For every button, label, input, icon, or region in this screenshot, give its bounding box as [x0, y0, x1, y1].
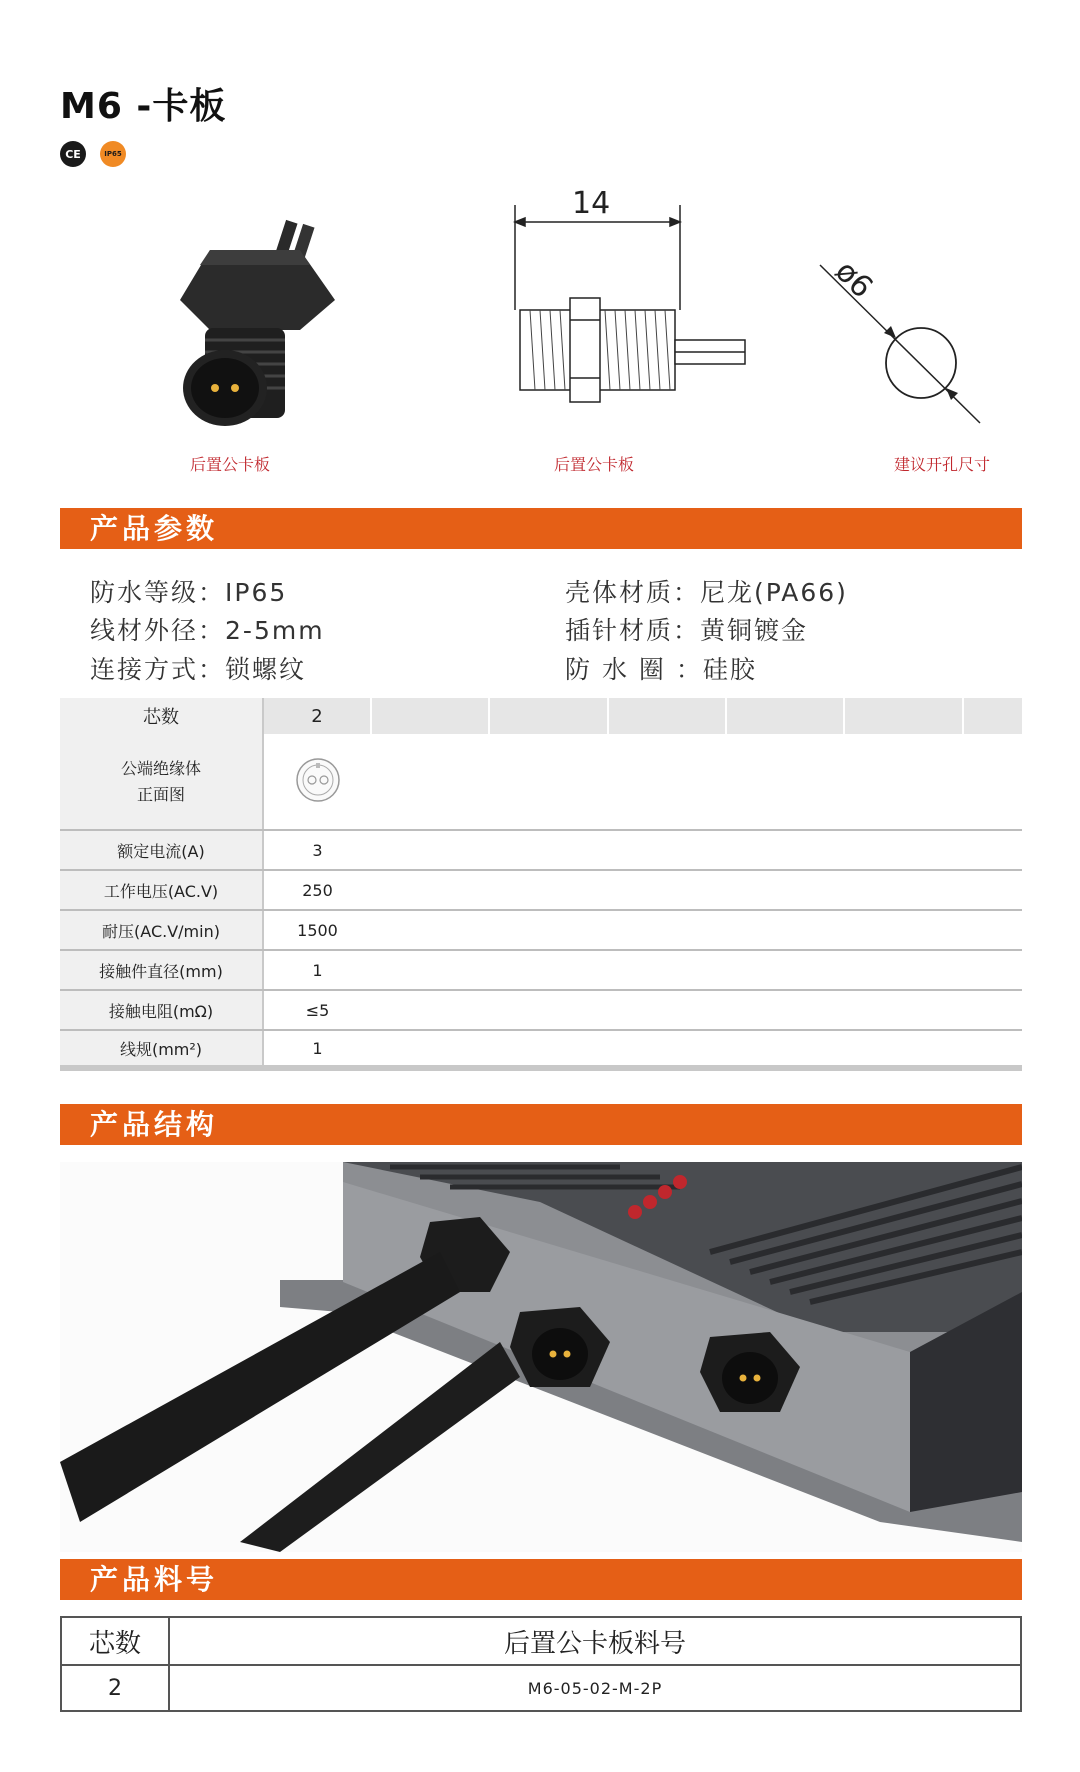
- params-header-value: 2: [263, 698, 371, 734]
- insulator-label: 公端绝缘体 正面图: [60, 734, 263, 830]
- row-value: 1: [263, 1030, 371, 1068]
- part-number-table: [60, 1616, 1022, 1712]
- row-value: 1: [263, 950, 371, 990]
- part-row-number: M6-05-02-M-2P: [169, 1665, 1021, 1711]
- product-structure-image: [60, 1162, 1022, 1552]
- hole-caption: 建议开孔尺寸: [893, 455, 990, 474]
- row-label: 工作电压(AC.V): [60, 870, 263, 910]
- row-label: 耐压(AC.V/min): [60, 910, 263, 950]
- spec-connection: 连接方式：锁螺纹: [90, 655, 307, 684]
- dimension-label: 14: [572, 186, 611, 221]
- spec-waterproof: 防水等级：IP65: [90, 578, 288, 607]
- ce-mark-icon: CE: [60, 141, 86, 167]
- row-value: ≤5: [263, 990, 371, 1030]
- connector-photo: [170, 210, 370, 440]
- row-label: 接触件直径(mm): [60, 950, 263, 990]
- dimension-drawing: [505, 180, 765, 430]
- spec-housing: 壳体材质：尼龙(PA66): [565, 578, 848, 607]
- part-col-number-header: 后置公卡板料号: [169, 1617, 1021, 1665]
- page-title: M6 -卡板: [60, 86, 227, 127]
- section-header-structure: 产品结构: [60, 1104, 1022, 1145]
- spec-cable-od: 线材外径：2-5mm: [90, 616, 325, 645]
- part-col-cores-header: 芯数: [61, 1617, 169, 1665]
- row-label: 额定电流(A): [60, 830, 263, 870]
- row-value: 1500: [263, 910, 371, 950]
- spec-seal: 防 水 圈 ：硅胶: [565, 655, 757, 684]
- spec-pin-material: 插针材质：黄铜镀金: [565, 616, 809, 645]
- section-header-part-number: 产品料号: [60, 1559, 1022, 1600]
- insulator-front-view: [263, 734, 371, 830]
- drawing-caption: 后置公卡板: [553, 455, 634, 474]
- hole-dimension-label: ø6: [828, 253, 880, 306]
- row-value: 3: [263, 830, 371, 870]
- row-label: 线规(mm²): [60, 1030, 263, 1068]
- photo-caption: 后置公卡板: [189, 455, 270, 474]
- part-row-cores: 2: [61, 1665, 169, 1711]
- params-header-label: 芯数: [60, 698, 263, 734]
- pin-face-icon: [295, 757, 341, 803]
- row-label: 接触电阻(mΩ): [60, 990, 263, 1030]
- ip65-badge-icon: IP65: [100, 141, 126, 167]
- section-header-params: 产品参数: [60, 508, 1022, 549]
- row-value: 250: [263, 870, 371, 910]
- params-table: [60, 698, 1022, 1071]
